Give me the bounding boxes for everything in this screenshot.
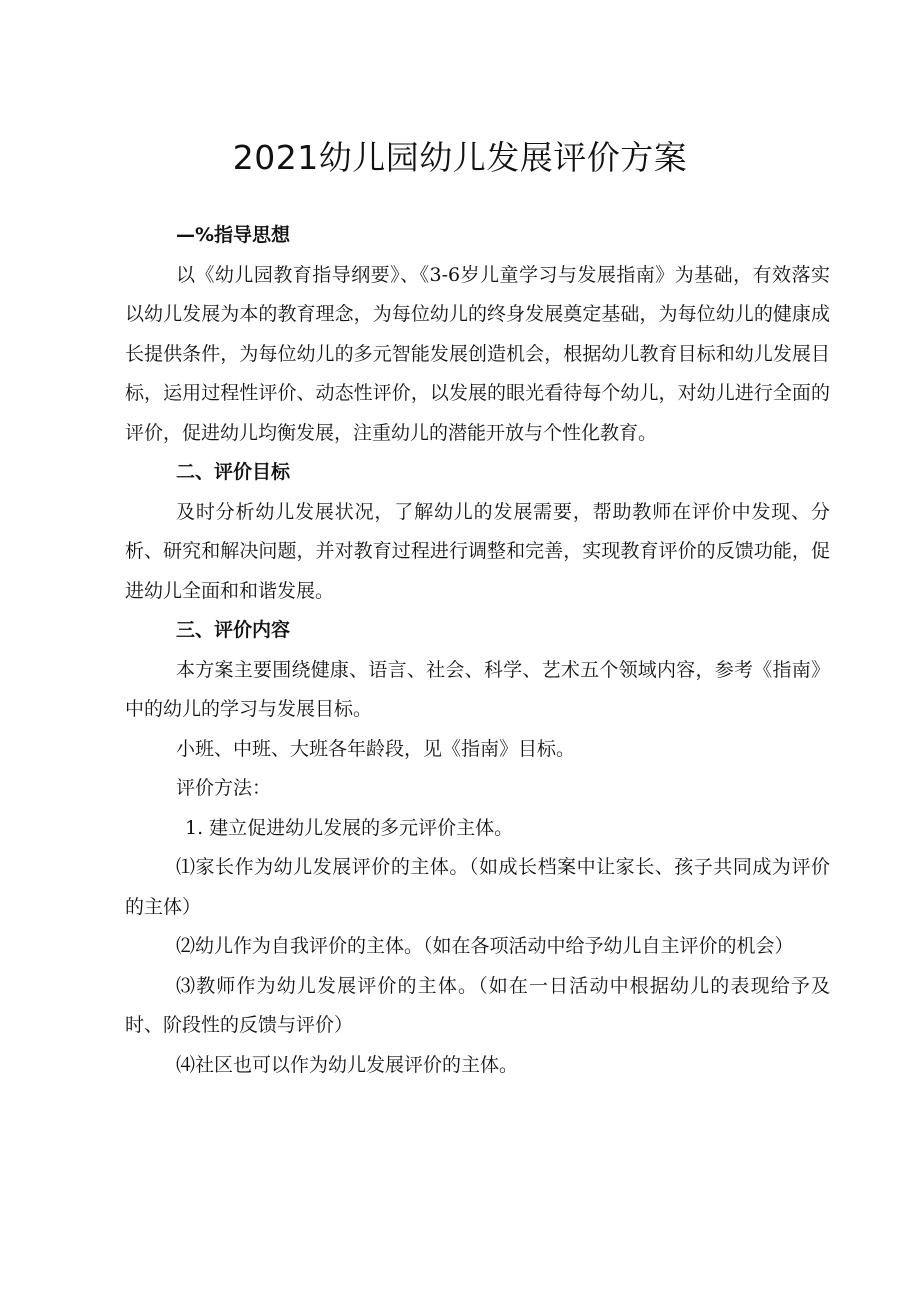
list-item-numbered-1: 1. 建立促进幼儿发展的多元评价主体。 [185, 816, 514, 839]
document-title: 2021幼儿园幼儿发展评价方案 [232, 138, 688, 177]
list-item-children: ⑵幼儿作为自我评价的主体。（如在各项活动中给予幼儿自主评价的机会） [176, 935, 794, 957]
document-body [125, 216, 830, 1085]
paragraph-age-groups: 小班、中班、大班各年龄段，见《指南》目标。 [176, 737, 576, 760]
list-item-teachers: ⑶教师作为幼儿发展评价的主体。（如在一日活动中根据幼儿的表现给予及时、阶段性的反馈与评价） [125, 974, 830, 1036]
paragraph-guiding-ideology: 以《幼儿园教育指导纲要》、《3-6岁儿童学习与发展指南》为基础，有效落实以幼儿发展为本的教育理念，为每位幼儿的终身发展奠定基础，为每位幼儿的健康成长提供条件，为每位幼儿的多元智能发展创造机会，根据幼儿教育目标和幼儿发展目标，运用过程性评价、动态性评价，以发展的眼光看待每个幼儿，对幼儿进行全面的评价，促进幼儿均衡发展，注重幼儿的潜能开放与个性化教育。 [125, 263, 830, 444]
section-heading-evaluation-content: 三、评价内容 [176, 619, 291, 641]
list-item-community: ⑷社区也可以作为幼儿发展评价的主体。 [176, 1053, 519, 1076]
paragraph-evaluation-goals: 及时分析幼儿发展状况，了解幼儿的发展需要，帮助教师在评价中发现、分析、研究和解决问题，并对教育过程进行调整和完善，实现教育评价的反馈功能，促进幼儿全面和和谐发展。 [125, 500, 830, 602]
list-item-parents: ⑴家长作为幼儿发展评价的主体。（如成长档案中让家长、孩子共同成为评价的主体） [125, 856, 830, 918]
section-heading-evaluation-goals: 二、评价目标 [176, 461, 291, 483]
paragraph-evaluation-content: 本方案主要围绕健康、语言、社会、科学、艺术五个领域内容，参考《指南》中的幼儿的学习与发展目标。 [125, 658, 830, 720]
section-heading-guiding-ideology: —%指导思想 [176, 224, 291, 246]
paragraph-evaluation-methods: 评价方法： [176, 777, 272, 799]
